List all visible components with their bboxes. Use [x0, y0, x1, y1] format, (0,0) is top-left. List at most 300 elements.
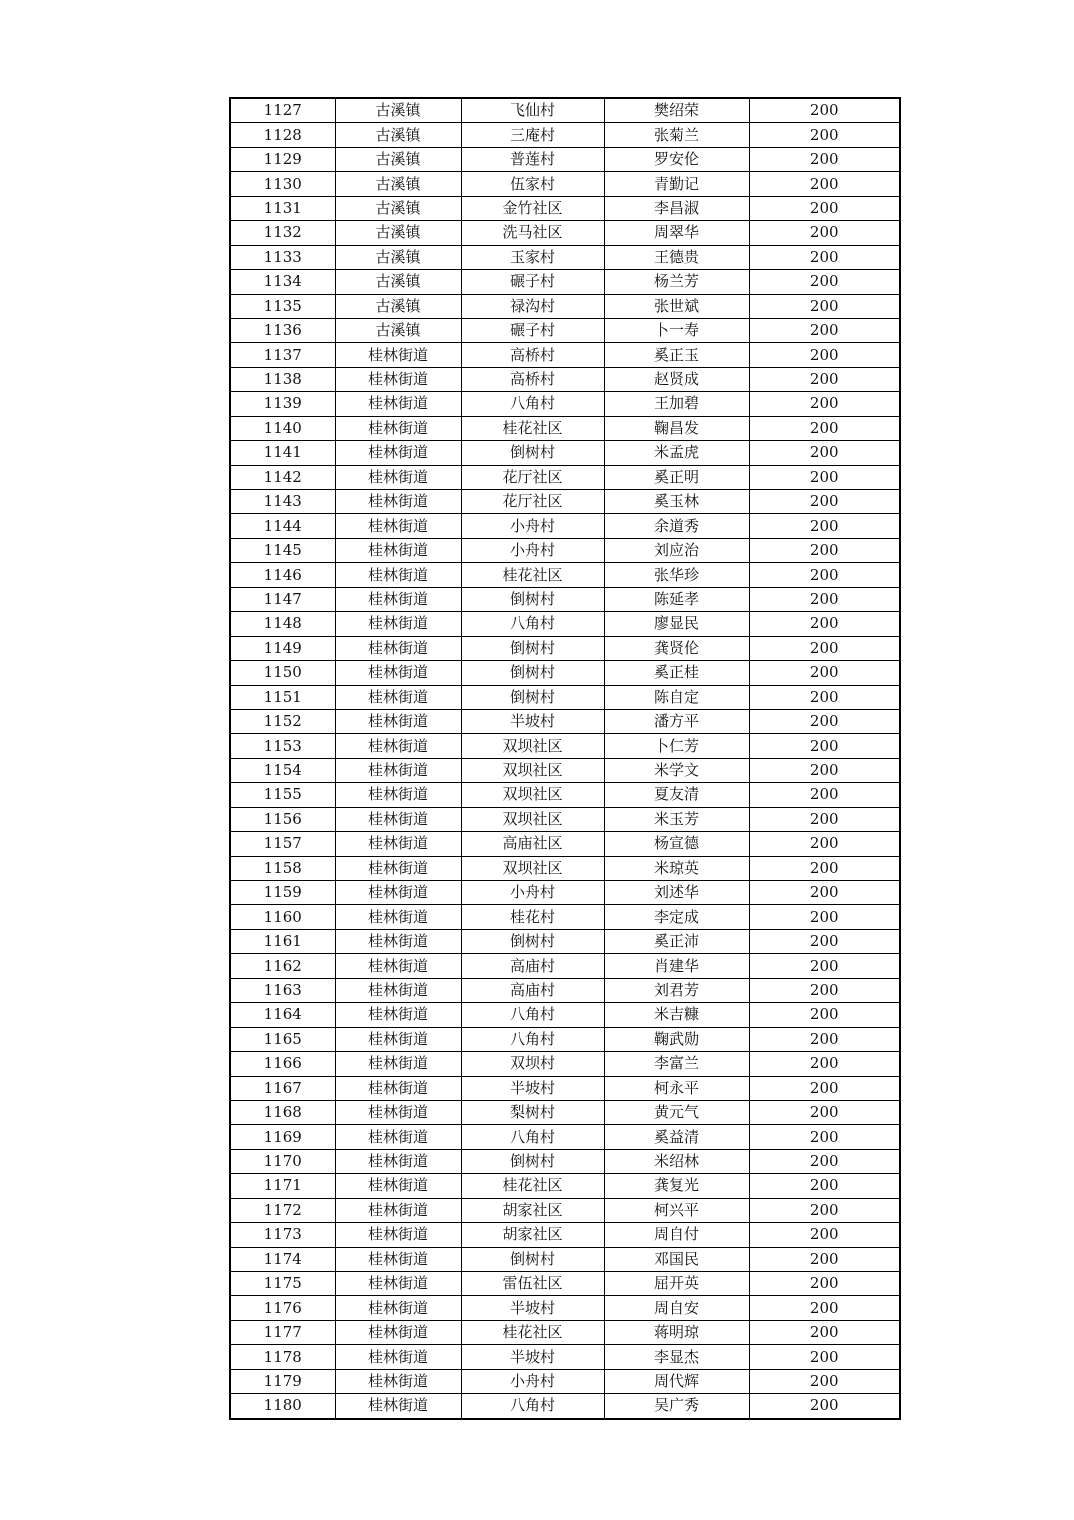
cell-village: 八角村 — [461, 1125, 604, 1149]
cell-amount: 200 — [749, 612, 900, 636]
cell-village: 半坡村 — [461, 1345, 604, 1369]
cell-village: 三庵村 — [461, 123, 604, 147]
cell-person-name: 鞠武勋 — [604, 1027, 749, 1051]
cell-village: 八角村 — [461, 612, 604, 636]
cell-serial-number: 1150 — [230, 661, 335, 685]
cell-serial-number: 1162 — [230, 954, 335, 978]
cell-town: 桂林街道 — [335, 514, 461, 538]
cell-town: 桂林街道 — [335, 1198, 461, 1222]
cell-village: 桂花社区 — [461, 563, 604, 587]
table-row — [230, 929, 900, 953]
table-row — [230, 123, 900, 147]
cell-amount: 200 — [749, 1272, 900, 1296]
cell-person-name: 奚正沛 — [604, 929, 749, 953]
cell-town: 桂林街道 — [335, 1003, 461, 1027]
cell-town: 桂林街道 — [335, 1247, 461, 1271]
cell-person-name: 陈自定 — [604, 685, 749, 709]
table-row — [230, 172, 900, 196]
table-row — [230, 832, 900, 856]
cell-amount: 200 — [749, 1296, 900, 1320]
cell-town: 桂林街道 — [335, 1125, 461, 1149]
cell-town: 桂林街道 — [335, 929, 461, 953]
cell-town: 桂林街道 — [335, 538, 461, 562]
cell-serial-number: 1149 — [230, 636, 335, 660]
table-row — [230, 465, 900, 489]
table-row — [230, 734, 900, 758]
cell-serial-number: 1131 — [230, 196, 335, 220]
cell-village: 半坡村 — [461, 709, 604, 733]
cell-village: 双坝社区 — [461, 856, 604, 880]
table-row — [230, 147, 900, 171]
cell-person-name: 奚正明 — [604, 465, 749, 489]
cell-person-name: 米吉糠 — [604, 1003, 749, 1027]
table-row — [230, 1247, 900, 1271]
cell-person-name: 罗安伦 — [604, 147, 749, 171]
cell-amount: 200 — [749, 98, 900, 123]
table-row — [230, 709, 900, 733]
table-row — [230, 490, 900, 514]
cell-village: 双坝社区 — [461, 807, 604, 831]
cell-town: 桂林街道 — [335, 612, 461, 636]
cell-town: 古溪镇 — [335, 245, 461, 269]
cell-person-name: 李显杰 — [604, 1345, 749, 1369]
cell-serial-number: 1166 — [230, 1052, 335, 1076]
cell-town: 桂林街道 — [335, 465, 461, 489]
cell-serial-number: 1170 — [230, 1149, 335, 1173]
cell-amount: 200 — [749, 856, 900, 880]
cell-person-name: 龚复光 — [604, 1174, 749, 1198]
cell-village: 高庙村 — [461, 954, 604, 978]
cell-village: 飞仙村 — [461, 98, 604, 123]
cell-person-name: 夏友清 — [604, 783, 749, 807]
cell-village: 双坝社区 — [461, 758, 604, 782]
cell-person-name: 刘述华 — [604, 881, 749, 905]
cell-person-name: 王加碧 — [604, 392, 749, 416]
cell-person-name: 黄元气 — [604, 1100, 749, 1124]
cell-serial-number: 1140 — [230, 416, 335, 440]
cell-person-name: 王德贵 — [604, 245, 749, 269]
cell-serial-number: 1180 — [230, 1394, 335, 1419]
cell-person-name: 米孟虎 — [604, 441, 749, 465]
cell-village: 高庙社区 — [461, 832, 604, 856]
cell-serial-number: 1173 — [230, 1223, 335, 1247]
table-row — [230, 807, 900, 831]
cell-amount: 200 — [749, 147, 900, 171]
table-row — [230, 1394, 900, 1419]
cell-village: 小舟村 — [461, 514, 604, 538]
cell-amount: 200 — [749, 392, 900, 416]
cell-person-name: 周代辉 — [604, 1369, 749, 1393]
cell-town: 桂林街道 — [335, 905, 461, 929]
cell-serial-number: 1176 — [230, 1296, 335, 1320]
cell-village: 玉家村 — [461, 245, 604, 269]
table-row — [230, 563, 900, 587]
cell-amount: 200 — [749, 1125, 900, 1149]
table-row — [230, 1345, 900, 1369]
cell-village: 半坡村 — [461, 1076, 604, 1100]
cell-serial-number: 1179 — [230, 1369, 335, 1393]
cell-amount: 200 — [749, 221, 900, 245]
cell-village: 八角村 — [461, 1003, 604, 1027]
table-row — [230, 856, 900, 880]
cell-amount: 200 — [749, 1223, 900, 1247]
cell-amount: 200 — [749, 661, 900, 685]
cell-town: 桂林街道 — [335, 587, 461, 611]
cell-village: 花厅社区 — [461, 490, 604, 514]
cell-amount: 200 — [749, 172, 900, 196]
cell-town: 古溪镇 — [335, 270, 461, 294]
cell-person-name: 杨兰芳 — [604, 270, 749, 294]
cell-amount: 200 — [749, 1076, 900, 1100]
cell-town: 桂林街道 — [335, 1149, 461, 1173]
cell-village: 双坝村 — [461, 1052, 604, 1076]
cell-serial-number: 1155 — [230, 783, 335, 807]
table-row — [230, 270, 900, 294]
cell-serial-number: 1135 — [230, 294, 335, 318]
table-row — [230, 98, 900, 123]
cell-person-name: 李定成 — [604, 905, 749, 929]
table-row — [230, 294, 900, 318]
table-row — [230, 441, 900, 465]
cell-amount: 200 — [749, 978, 900, 1002]
cell-amount: 200 — [749, 294, 900, 318]
cell-person-name: 潘方平 — [604, 709, 749, 733]
cell-town: 桂林街道 — [335, 661, 461, 685]
cell-serial-number: 1159 — [230, 881, 335, 905]
cell-person-name: 柯兴平 — [604, 1198, 749, 1222]
cell-serial-number: 1160 — [230, 905, 335, 929]
table-row — [230, 367, 900, 391]
cell-serial-number: 1134 — [230, 270, 335, 294]
cell-amount: 200 — [749, 1198, 900, 1222]
cell-village: 倒树村 — [461, 636, 604, 660]
table-row — [230, 1369, 900, 1393]
cell-amount: 200 — [749, 1174, 900, 1198]
cell-village: 花厅社区 — [461, 465, 604, 489]
cell-village: 胡家社区 — [461, 1198, 604, 1222]
cell-serial-number: 1147 — [230, 587, 335, 611]
cell-serial-number: 1171 — [230, 1174, 335, 1198]
table-row — [230, 1149, 900, 1173]
cell-person-name: 周自安 — [604, 1296, 749, 1320]
cell-town: 桂林街道 — [335, 1369, 461, 1393]
cell-person-name: 米玉芳 — [604, 807, 749, 831]
cell-village: 雷伍社区 — [461, 1272, 604, 1296]
cell-amount: 200 — [749, 1394, 900, 1419]
table-row — [230, 1223, 900, 1247]
cell-town: 桂林街道 — [335, 807, 461, 831]
cell-town: 桂林街道 — [335, 783, 461, 807]
cell-village: 八角村 — [461, 1394, 604, 1419]
cell-town: 桂林街道 — [335, 685, 461, 709]
table-row — [230, 318, 900, 342]
cell-village: 小舟村 — [461, 538, 604, 562]
cell-serial-number: 1132 — [230, 221, 335, 245]
cell-town: 桂林街道 — [335, 856, 461, 880]
cell-person-name: 屈开英 — [604, 1272, 749, 1296]
table-row — [230, 1272, 900, 1296]
cell-town: 桂林街道 — [335, 343, 461, 367]
cell-person-name: 吴广秀 — [604, 1394, 749, 1419]
cell-town: 桂林街道 — [335, 392, 461, 416]
cell-serial-number: 1146 — [230, 563, 335, 587]
cell-village: 倒树村 — [461, 587, 604, 611]
cell-village: 桂花社区 — [461, 1320, 604, 1344]
cell-person-name: 陈延孝 — [604, 587, 749, 611]
cell-person-name: 张世斌 — [604, 294, 749, 318]
cell-person-name: 李昌淑 — [604, 196, 749, 220]
table-row — [230, 1100, 900, 1124]
cell-serial-number: 1178 — [230, 1345, 335, 1369]
cell-person-name: 青勤记 — [604, 172, 749, 196]
cell-person-name: 柯永平 — [604, 1076, 749, 1100]
table-row — [230, 416, 900, 440]
cell-serial-number: 1163 — [230, 978, 335, 1002]
cell-village: 半坡村 — [461, 1296, 604, 1320]
cell-amount: 200 — [749, 1345, 900, 1369]
cell-village: 桂花社区 — [461, 1174, 604, 1198]
cell-amount: 200 — [749, 954, 900, 978]
cell-village: 双坝社区 — [461, 734, 604, 758]
cell-person-name: 卜仁芳 — [604, 734, 749, 758]
cell-person-name: 肖建华 — [604, 954, 749, 978]
cell-village: 小舟村 — [461, 1369, 604, 1393]
cell-village: 高庙村 — [461, 978, 604, 1002]
cell-amount: 200 — [749, 1100, 900, 1124]
cell-serial-number: 1144 — [230, 514, 335, 538]
cell-village: 倒树村 — [461, 661, 604, 685]
cell-person-name: 米琼英 — [604, 856, 749, 880]
cell-serial-number: 1133 — [230, 245, 335, 269]
cell-serial-number: 1158 — [230, 856, 335, 880]
cell-serial-number: 1138 — [230, 367, 335, 391]
cell-serial-number: 1148 — [230, 612, 335, 636]
cell-amount: 200 — [749, 734, 900, 758]
cell-serial-number: 1168 — [230, 1100, 335, 1124]
cell-person-name: 奚益清 — [604, 1125, 749, 1149]
cell-person-name: 刘应治 — [604, 538, 749, 562]
cell-serial-number: 1175 — [230, 1272, 335, 1296]
cell-serial-number: 1161 — [230, 929, 335, 953]
cell-town: 桂林街道 — [335, 978, 461, 1002]
cell-amount: 200 — [749, 441, 900, 465]
table-row — [230, 1027, 900, 1051]
cell-amount: 200 — [749, 1369, 900, 1393]
table-row — [230, 538, 900, 562]
cell-amount: 200 — [749, 807, 900, 831]
cell-amount: 200 — [749, 538, 900, 562]
cell-amount: 200 — [749, 636, 900, 660]
cell-town: 桂林街道 — [335, 1296, 461, 1320]
cell-person-name: 张菊兰 — [604, 123, 749, 147]
cell-serial-number: 1153 — [230, 734, 335, 758]
cell-town: 桂林街道 — [335, 1174, 461, 1198]
table-row — [230, 954, 900, 978]
cell-village: 桂花村 — [461, 905, 604, 929]
cell-village: 倒树村 — [461, 685, 604, 709]
cell-village: 梨树村 — [461, 1100, 604, 1124]
cell-town: 古溪镇 — [335, 172, 461, 196]
table-row — [230, 612, 900, 636]
cell-person-name: 龚贤伦 — [604, 636, 749, 660]
cell-person-name: 鞠昌发 — [604, 416, 749, 440]
cell-amount: 200 — [749, 123, 900, 147]
cell-person-name: 周自付 — [604, 1223, 749, 1247]
cell-amount: 200 — [749, 563, 900, 587]
cell-town: 古溪镇 — [335, 318, 461, 342]
cell-village: 倒树村 — [461, 929, 604, 953]
cell-village: 金竹社区 — [461, 196, 604, 220]
cell-serial-number: 1151 — [230, 685, 335, 709]
cell-person-name: 蒋明琼 — [604, 1320, 749, 1344]
cell-town: 桂林街道 — [335, 490, 461, 514]
cell-serial-number: 1136 — [230, 318, 335, 342]
cell-amount: 200 — [749, 416, 900, 440]
cell-serial-number: 1154 — [230, 758, 335, 782]
cell-serial-number: 1157 — [230, 832, 335, 856]
cell-serial-number: 1137 — [230, 343, 335, 367]
cell-person-name: 刘君芳 — [604, 978, 749, 1002]
cell-serial-number: 1156 — [230, 807, 335, 831]
table-row — [230, 1076, 900, 1100]
cell-town: 桂林街道 — [335, 1052, 461, 1076]
cell-serial-number: 1142 — [230, 465, 335, 489]
cell-village: 胡家社区 — [461, 1223, 604, 1247]
cell-village: 洗马社区 — [461, 221, 604, 245]
cell-amount: 200 — [749, 783, 900, 807]
cell-town: 古溪镇 — [335, 294, 461, 318]
table-row — [230, 1320, 900, 1344]
records-table — [229, 97, 901, 1420]
cell-person-name: 李富兰 — [604, 1052, 749, 1076]
cell-village: 双坝社区 — [461, 783, 604, 807]
cell-amount: 200 — [749, 1247, 900, 1271]
cell-serial-number: 1152 — [230, 709, 335, 733]
cell-village: 碾子村 — [461, 270, 604, 294]
table-row — [230, 221, 900, 245]
cell-serial-number: 1143 — [230, 490, 335, 514]
table-row — [230, 196, 900, 220]
cell-village: 八角村 — [461, 392, 604, 416]
cell-person-name: 张华珍 — [604, 563, 749, 587]
cell-town: 桂林街道 — [335, 416, 461, 440]
cell-serial-number: 1164 — [230, 1003, 335, 1027]
cell-person-name: 米学文 — [604, 758, 749, 782]
table-row — [230, 1174, 900, 1198]
cell-amount: 200 — [749, 685, 900, 709]
cell-town: 桂林街道 — [335, 1100, 461, 1124]
cell-amount: 200 — [749, 1027, 900, 1051]
cell-amount: 200 — [749, 905, 900, 929]
cell-serial-number: 1141 — [230, 441, 335, 465]
cell-town: 桂林街道 — [335, 563, 461, 587]
cell-town: 桂林街道 — [335, 1076, 461, 1100]
table-row — [230, 636, 900, 660]
cell-person-name: 邓国民 — [604, 1247, 749, 1271]
cell-amount: 200 — [749, 343, 900, 367]
table-row — [230, 1296, 900, 1320]
cell-amount: 200 — [749, 367, 900, 391]
table-row — [230, 587, 900, 611]
cell-serial-number: 1169 — [230, 1125, 335, 1149]
cell-amount: 200 — [749, 514, 900, 538]
cell-village: 桂花社区 — [461, 416, 604, 440]
cell-serial-number: 1165 — [230, 1027, 335, 1051]
table-row — [230, 245, 900, 269]
cell-amount: 200 — [749, 1320, 900, 1344]
cell-amount: 200 — [749, 1003, 900, 1027]
cell-town: 桂林街道 — [335, 1345, 461, 1369]
table-row — [230, 514, 900, 538]
cell-village: 碾子村 — [461, 318, 604, 342]
cell-amount: 200 — [749, 196, 900, 220]
cell-amount: 200 — [749, 245, 900, 269]
cell-town: 古溪镇 — [335, 221, 461, 245]
cell-person-name: 卜一寿 — [604, 318, 749, 342]
table-row — [230, 758, 900, 782]
cell-town: 桂林街道 — [335, 367, 461, 391]
cell-village: 八角村 — [461, 1027, 604, 1051]
cell-village: 高桥村 — [461, 367, 604, 391]
cell-serial-number: 1145 — [230, 538, 335, 562]
cell-person-name: 杨宣德 — [604, 832, 749, 856]
cell-town: 桂林街道 — [335, 1272, 461, 1296]
table-row — [230, 905, 900, 929]
cell-amount: 200 — [749, 1052, 900, 1076]
cell-person-name: 奚正玉 — [604, 343, 749, 367]
cell-town: 古溪镇 — [335, 147, 461, 171]
table-row — [230, 1052, 900, 1076]
cell-serial-number: 1172 — [230, 1198, 335, 1222]
cell-serial-number: 1127 — [230, 98, 335, 123]
table-row — [230, 1003, 900, 1027]
cell-town: 桂林街道 — [335, 734, 461, 758]
cell-village: 倒树村 — [461, 441, 604, 465]
cell-amount: 200 — [749, 929, 900, 953]
cell-town: 桂林街道 — [335, 1320, 461, 1344]
table-row — [230, 685, 900, 709]
cell-town: 古溪镇 — [335, 123, 461, 147]
cell-town: 桂林街道 — [335, 636, 461, 660]
cell-serial-number: 1129 — [230, 147, 335, 171]
cell-amount: 200 — [749, 270, 900, 294]
cell-person-name: 米绍林 — [604, 1149, 749, 1173]
table-row — [230, 978, 900, 1002]
table-row — [230, 661, 900, 685]
cell-person-name: 赵贤成 — [604, 367, 749, 391]
cell-serial-number: 1174 — [230, 1247, 335, 1271]
cell-serial-number: 1177 — [230, 1320, 335, 1344]
cell-village: 伍家村 — [461, 172, 604, 196]
cell-person-name: 樊绍荣 — [604, 98, 749, 123]
cell-amount: 200 — [749, 881, 900, 905]
cell-town: 桂林街道 — [335, 954, 461, 978]
cell-village: 禄沟村 — [461, 294, 604, 318]
cell-person-name: 奚玉林 — [604, 490, 749, 514]
table-row — [230, 881, 900, 905]
cell-person-name: 余道秀 — [604, 514, 749, 538]
cell-person-name: 周翠华 — [604, 221, 749, 245]
cell-serial-number: 1167 — [230, 1076, 335, 1100]
cell-serial-number: 1130 — [230, 172, 335, 196]
cell-village: 小舟村 — [461, 881, 604, 905]
cell-town: 桂林街道 — [335, 758, 461, 782]
table-row — [230, 1125, 900, 1149]
cell-serial-number: 1139 — [230, 392, 335, 416]
cell-amount: 200 — [749, 587, 900, 611]
cell-town: 古溪镇 — [335, 196, 461, 220]
cell-person-name: 奚正桂 — [604, 661, 749, 685]
